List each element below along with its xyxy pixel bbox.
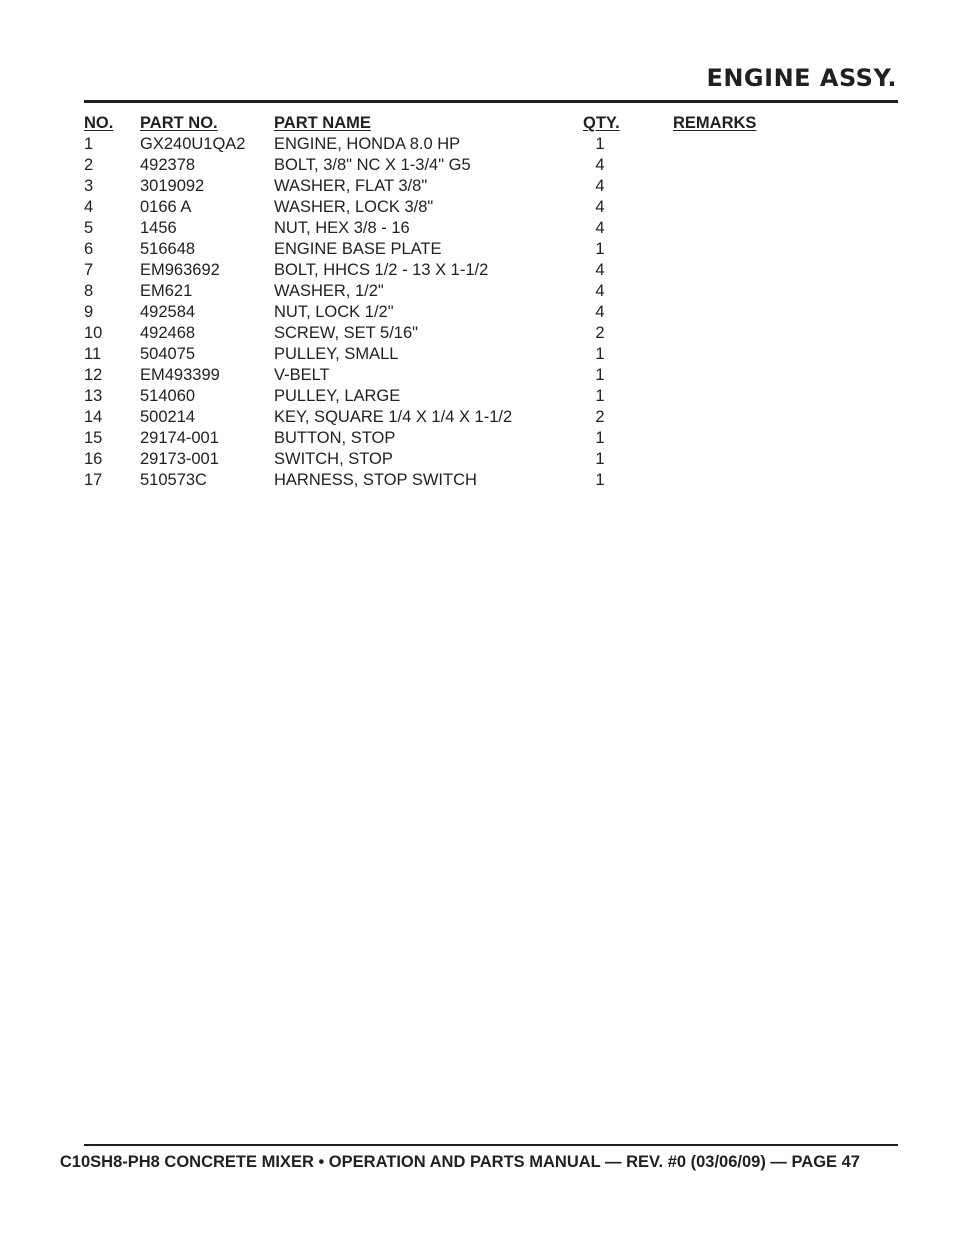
row-no: 10	[84, 324, 103, 342]
row-part-name: V-BELT	[274, 366, 330, 384]
row-part-name: WASHER, 1/2"	[274, 282, 384, 300]
row-no: 2	[84, 156, 94, 174]
header-part-name: PART NAME	[274, 114, 371, 132]
row-qty: 1	[595, 429, 605, 447]
row-part-name: PULLEY, LARGE	[274, 387, 401, 405]
row-part-no: EM493399	[140, 366, 220, 384]
row-qty: 2	[595, 408, 605, 426]
row-part-no: 492378	[140, 156, 196, 174]
row-qty: 1	[595, 387, 605, 405]
row-qty: 4	[595, 303, 605, 321]
row-no: 7	[84, 261, 94, 279]
row-part-no: 504075	[140, 345, 196, 363]
row-part-no: 3019092	[140, 177, 205, 195]
row-part-no: 510573C	[140, 471, 207, 489]
row-part-name: SWITCH, STOP	[274, 450, 393, 468]
row-qty: 4	[595, 177, 605, 195]
row-qty: 1	[595, 240, 605, 258]
row-no: 6	[84, 240, 94, 258]
row-qty: 1	[595, 471, 605, 489]
row-qty: 4	[595, 156, 605, 174]
title-divider	[84, 100, 898, 103]
row-part-no: 514060	[140, 387, 196, 405]
row-no: 1	[84, 135, 94, 153]
row-qty: 4	[595, 261, 605, 279]
row-part-no: 516648	[140, 240, 196, 258]
row-no: 17	[84, 471, 103, 489]
row-no: 16	[84, 450, 103, 468]
row-no: 13	[84, 387, 103, 405]
row-part-no: GX240U1QA2	[140, 135, 246, 153]
header-part-no: PART NO.	[140, 114, 218, 132]
page-title: ENGINE ASSY.	[706, 64, 897, 92]
row-qty: 1	[595, 135, 605, 153]
row-part-name: WASHER, LOCK 3/8"	[274, 198, 434, 216]
row-part-no: EM963692	[140, 261, 220, 279]
row-qty: 2	[595, 324, 605, 342]
row-qty: 4	[595, 219, 605, 237]
row-part-no: 500214	[140, 408, 196, 426]
row-part-no: 29173-001	[140, 450, 219, 468]
row-qty: 1	[595, 345, 605, 363]
header-qty: QTY.	[583, 114, 620, 132]
row-no: 4	[84, 198, 94, 216]
header-no: NO.	[84, 114, 114, 132]
row-part-no: 492584	[140, 303, 196, 321]
row-qty: 4	[595, 282, 605, 300]
row-part-name: ENGINE BASE PLATE	[274, 240, 442, 258]
row-part-name: ENGINE, HONDA 8.0 HP	[274, 135, 461, 153]
row-part-no: 29174-001	[140, 429, 219, 447]
row-no: 12	[84, 366, 103, 384]
page-footer: C10SH8-PH8 CONCRETE MIXER • OPERATION AND PARTS MANUAL — REV. #0 (03/06/09) — PAGE 47	[59, 1153, 860, 1171]
row-part-name: NUT, LOCK 1/2"	[274, 303, 394, 321]
row-no: 14	[84, 408, 103, 426]
row-part-name: PULLEY, SMALL	[274, 345, 399, 363]
footer-divider	[84, 1144, 898, 1146]
row-qty: 1	[595, 366, 605, 384]
row-qty: 4	[595, 198, 605, 216]
row-no: 8	[84, 282, 94, 300]
row-part-no: EM621	[140, 282, 193, 300]
row-no: 3	[84, 177, 94, 195]
row-no: 11	[84, 345, 102, 363]
row-no: 15	[84, 429, 103, 447]
header-remarks: REMARKS	[673, 114, 757, 132]
row-part-no: 492468	[140, 324, 196, 342]
row-part-name: NUT, HEX 3/8 - 16	[274, 219, 410, 237]
row-part-no: 0166 A	[140, 198, 192, 216]
row-no: 5	[84, 219, 94, 237]
row-part-name: BOLT, HHCS 1/2 - 13 X 1-1/2	[274, 261, 489, 279]
row-part-name: WASHER, FLAT 3/8"	[274, 177, 428, 195]
row-no: 9	[84, 303, 94, 321]
row-part-no: 1456	[140, 219, 177, 237]
row-part-name: SCREW, SET 5/16"	[274, 324, 419, 342]
row-qty: 1	[595, 450, 605, 468]
row-part-name: BOLT, 3/8" NC X 1-3/4" G5	[274, 156, 471, 174]
row-part-name: KEY, SQUARE 1/4 X 1/4 X 1-1/2	[274, 408, 513, 426]
row-part-name: HARNESS, STOP SWITCH	[274, 471, 477, 489]
row-part-name: BUTTON, STOP	[274, 429, 396, 447]
